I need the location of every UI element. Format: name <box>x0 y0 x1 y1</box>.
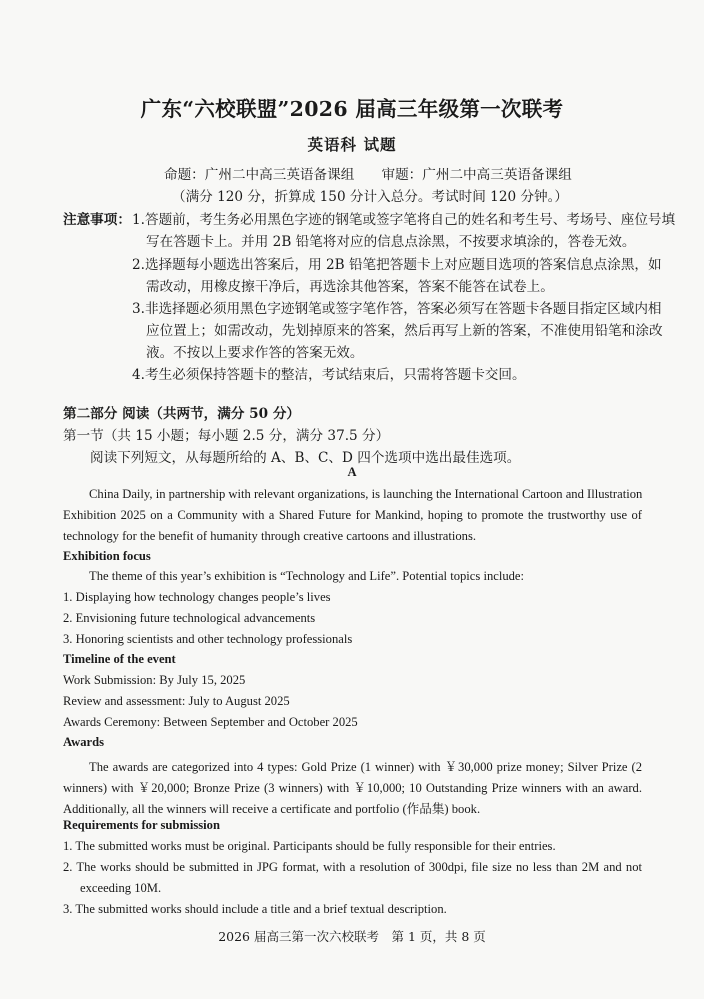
note-3-line-3: 液。不按以上要求作答的答案无效。 <box>146 345 364 361</box>
note-1-line-2: 写在答题卡上。并用 2B 铅笔将对应的信息点涂黑，不按要求填涂的，答卷无效。 <box>146 234 636 250</box>
note-2-line-2: 需改动，用橡皮擦干净后，再选涂其他答案，答案不能答在试卷上。 <box>146 279 554 295</box>
focus-text: The theme of this year’s exhibition is “Technology and Life”. Potential topics include: <box>89 569 525 583</box>
section-instruction: 阅读下列短文，从每题所给的 A、B、C、D 四个选项中选出最佳选项。 <box>90 450 521 466</box>
focus-heading: Exhibition focus <box>63 549 151 563</box>
notes-label: 注意事项： <box>63 212 131 228</box>
awards-line-2: winners) with ￥20,000; Bronze Prize (3 winners) with ￥10,000; 10 Outstanding Prize winners with an award. <box>63 781 642 795</box>
exam-subtitle: 英语科 试题 <box>307 135 397 154</box>
section-part-1: 第一节（共 15 小题；每小题 2.5 分，满分 37.5 分） <box>63 428 390 444</box>
focus-item-2: 2. Envisioning future technological advancements <box>63 611 316 625</box>
note-4-line-1: 4.考生必须保持答题卡的整洁，考试结束后，只需将答题卡交回。 <box>132 367 526 383</box>
note-1-line-1: 1.答题前，考生务必用黑色字迹的钢笔或签字笔将自己的姓名和考生号、考场号、座位号填 <box>132 212 676 228</box>
focus-item-1: 1. Displaying how technology changes people’s lives <box>63 590 331 604</box>
awards-line-3: Additionally, all the winners will receive a certificate and portfolio (作品集) book. <box>63 802 481 816</box>
exam-title: 广东“六校联盟”2026 届高三年级第一次联考 <box>140 97 564 121</box>
requirement-item-2: 2. The works should be submitted in JPG format, with a resolution of 300dpi, file size no less than 2M and not <box>63 860 642 874</box>
intro-line-2: Exhibition 2025 on a Community with a Shared Future for Mankind, hoping to promote the trustworthy use of <box>63 508 642 522</box>
passage-label: A <box>347 465 357 479</box>
requirement-item-3: 3. The submitted works should include a title and a brief textual description. <box>63 902 447 916</box>
section-title: 第二部分 阅读（共两节，满分 50 分） <box>63 406 301 422</box>
timeline-item-1: Work Submission: By July 15, 2025 <box>63 673 246 687</box>
timeline-item-3: Awards Ceremony: Between September and October 2025 <box>63 715 358 729</box>
timeline-heading: Timeline of the event <box>63 652 176 666</box>
awards-line-1: The awards are categorized into 4 types: Gold Prize (1 winner) with ￥30,000 prize money; Silver Prize (2 <box>89 760 642 774</box>
requirements-heading: Requirements for submission <box>63 818 220 832</box>
note-3-line-1: 3.非选择题必须用黑色字迹钢笔或签字笔作答，答案必须写在答题卡各题目指定区域内相 <box>132 301 662 317</box>
requirement-item-1: 1. The submitted works must be original. Participants should be fully responsible for their entries. <box>63 839 556 853</box>
intro-line-1: China Daily, in partnership with relevant organizations, is launching the International Cartoon and Illustration <box>89 487 643 501</box>
note-2-line-1: 2.选择题每小题选出答案后，用 2B 铅笔把答题卡上对应题目选项的答案信息点涂黑，如 <box>132 257 662 273</box>
exam-authors: 命题：广州二中高三英语备课组 审题：广州二中高三英语备课组 <box>164 167 572 183</box>
note-3-line-2: 应位置上；如需改动，先划掉原来的答案，然后再写上新的答案，不准使用铅笔和涂改 <box>146 323 663 339</box>
page-footer: 2026 届高三第一次六校联考 第 1 页，共 8 页 <box>218 929 486 944</box>
focus-item-3: 3. Honoring scientists and other technology professionals <box>63 632 353 646</box>
intro-line-3: technology for the benefit of humanity through creative cartoons and illustrations. <box>63 529 477 543</box>
requirement-item-2-cont: exceeding 10M. <box>80 881 162 895</box>
score-info: （满分 120 分，折算成 150 分计入总分。考试时间 120 分钟。） <box>172 189 569 205</box>
timeline-item-2: Review and assessment: July to August 2025 <box>63 694 290 708</box>
awards-heading: Awards <box>63 735 105 749</box>
